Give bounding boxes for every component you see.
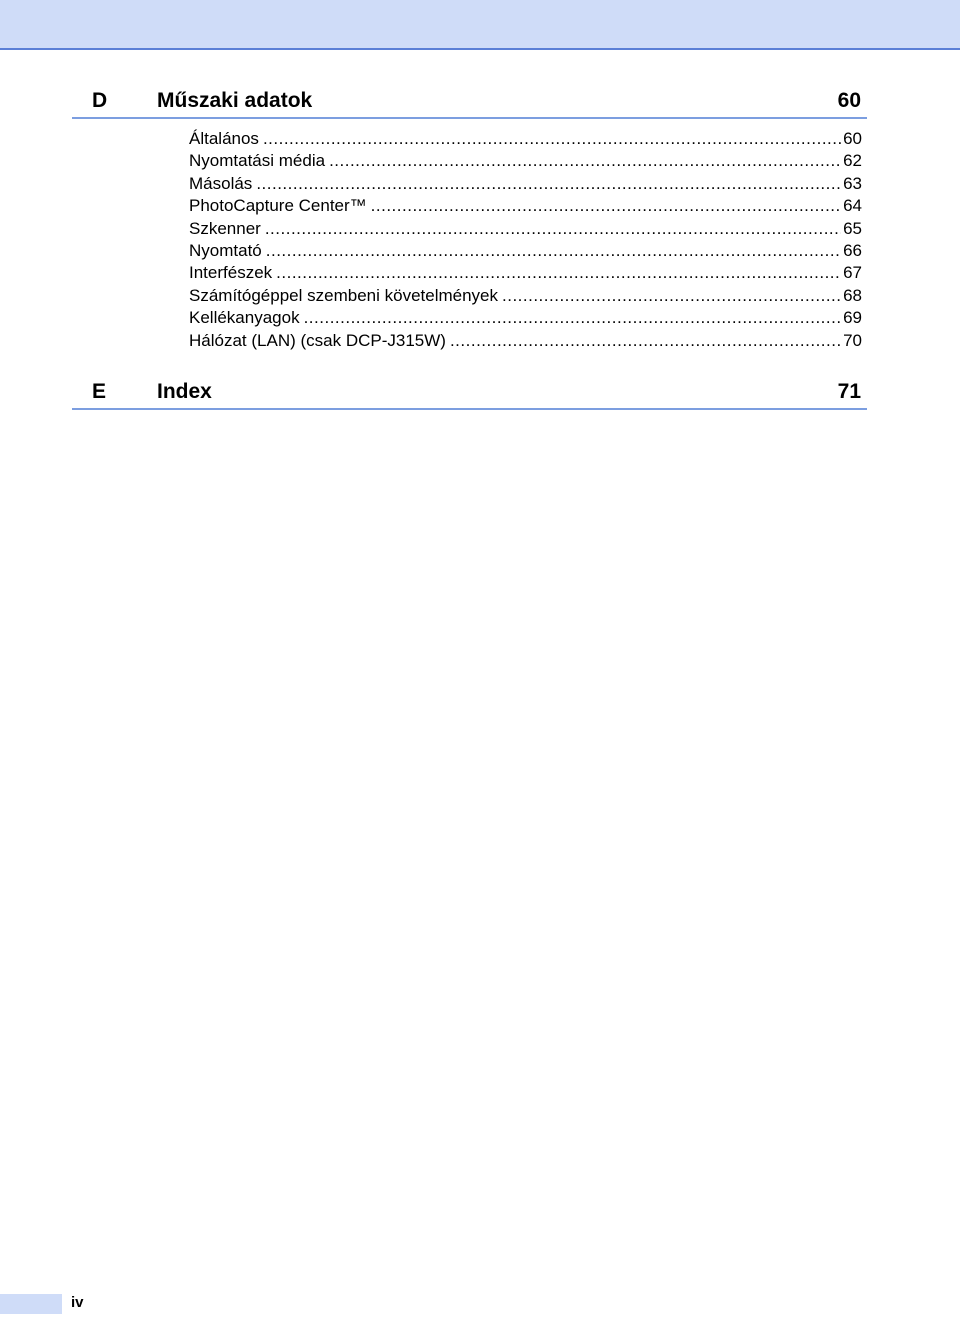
- toc-entry-label: Interfészek: [189, 263, 273, 283]
- toc-entry[interactable]: [189, 285, 862, 307]
- header-band: [0, 0, 960, 50]
- toc-entry[interactable]: [189, 128, 862, 150]
- toc-entry[interactable]: [189, 218, 862, 240]
- toc-entry[interactable]: [189, 173, 862, 195]
- toc-entry[interactable]: [189, 195, 862, 217]
- dot-leader: [263, 128, 841, 150]
- toc-entry-page: 68: [843, 285, 862, 305]
- footer-tab: [0, 1294, 62, 1314]
- toc-entry[interactable]: [189, 330, 862, 352]
- chapter-letter: D: [92, 89, 108, 112]
- dot-leader: [276, 262, 841, 284]
- dot-leader: [256, 173, 841, 195]
- toc-entry-page: 67: [843, 263, 862, 283]
- toc-entry-label: Szkenner: [189, 218, 261, 238]
- chapter-page: 71: [837, 380, 861, 403]
- dot-leader: [265, 218, 841, 240]
- toc-entry-label: Nyomtatási média: [189, 151, 326, 171]
- chapter-letter: E: [92, 380, 107, 403]
- toc-entry-label: Számítógéppel szembeni követelmények: [189, 285, 498, 305]
- toc-entry-label: Hálózat (LAN) (csak DCP-J315W): [189, 330, 446, 350]
- page-number: iv: [71, 1294, 84, 1311]
- toc-entry-page: 69: [843, 308, 862, 328]
- toc-entry-page: 65: [843, 218, 862, 238]
- toc-entry[interactable]: [189, 262, 862, 284]
- chapter-heading-e[interactable]: [72, 378, 867, 410]
- dot-leader: [266, 240, 841, 262]
- chapter-page: 60: [837, 89, 861, 112]
- toc-entry-label: Másolás: [189, 173, 253, 193]
- chapter-heading-d[interactable]: [72, 87, 867, 119]
- toc-entry[interactable]: [189, 150, 862, 172]
- toc-entry-page: 62: [843, 151, 862, 171]
- toc-entry-page: 70: [843, 330, 862, 350]
- chapter-title: Műszaki adatok: [157, 89, 313, 112]
- toc-entry-page: 60: [843, 129, 862, 148]
- toc-list: [189, 128, 862, 352]
- toc-entry-label: Általános: [189, 129, 259, 148]
- toc-entry-page: 66: [843, 240, 862, 260]
- dot-leader: [450, 330, 841, 352]
- toc-entry-page: 64: [843, 196, 862, 216]
- toc-entry[interactable]: [189, 307, 862, 329]
- dot-leader: [329, 150, 841, 172]
- chapter-title: Index: [157, 380, 212, 403]
- toc-entry-label: PhotoCapture Center™: [189, 196, 367, 216]
- toc-entry-page: 63: [843, 173, 862, 193]
- dot-leader: [502, 285, 841, 307]
- toc-entry-label: Nyomtató: [189, 240, 262, 260]
- dot-leader: [371, 195, 841, 217]
- toc-entry-label: Kellékanyagok: [189, 308, 300, 328]
- dot-leader: [304, 307, 842, 329]
- toc-entry[interactable]: [189, 240, 862, 262]
